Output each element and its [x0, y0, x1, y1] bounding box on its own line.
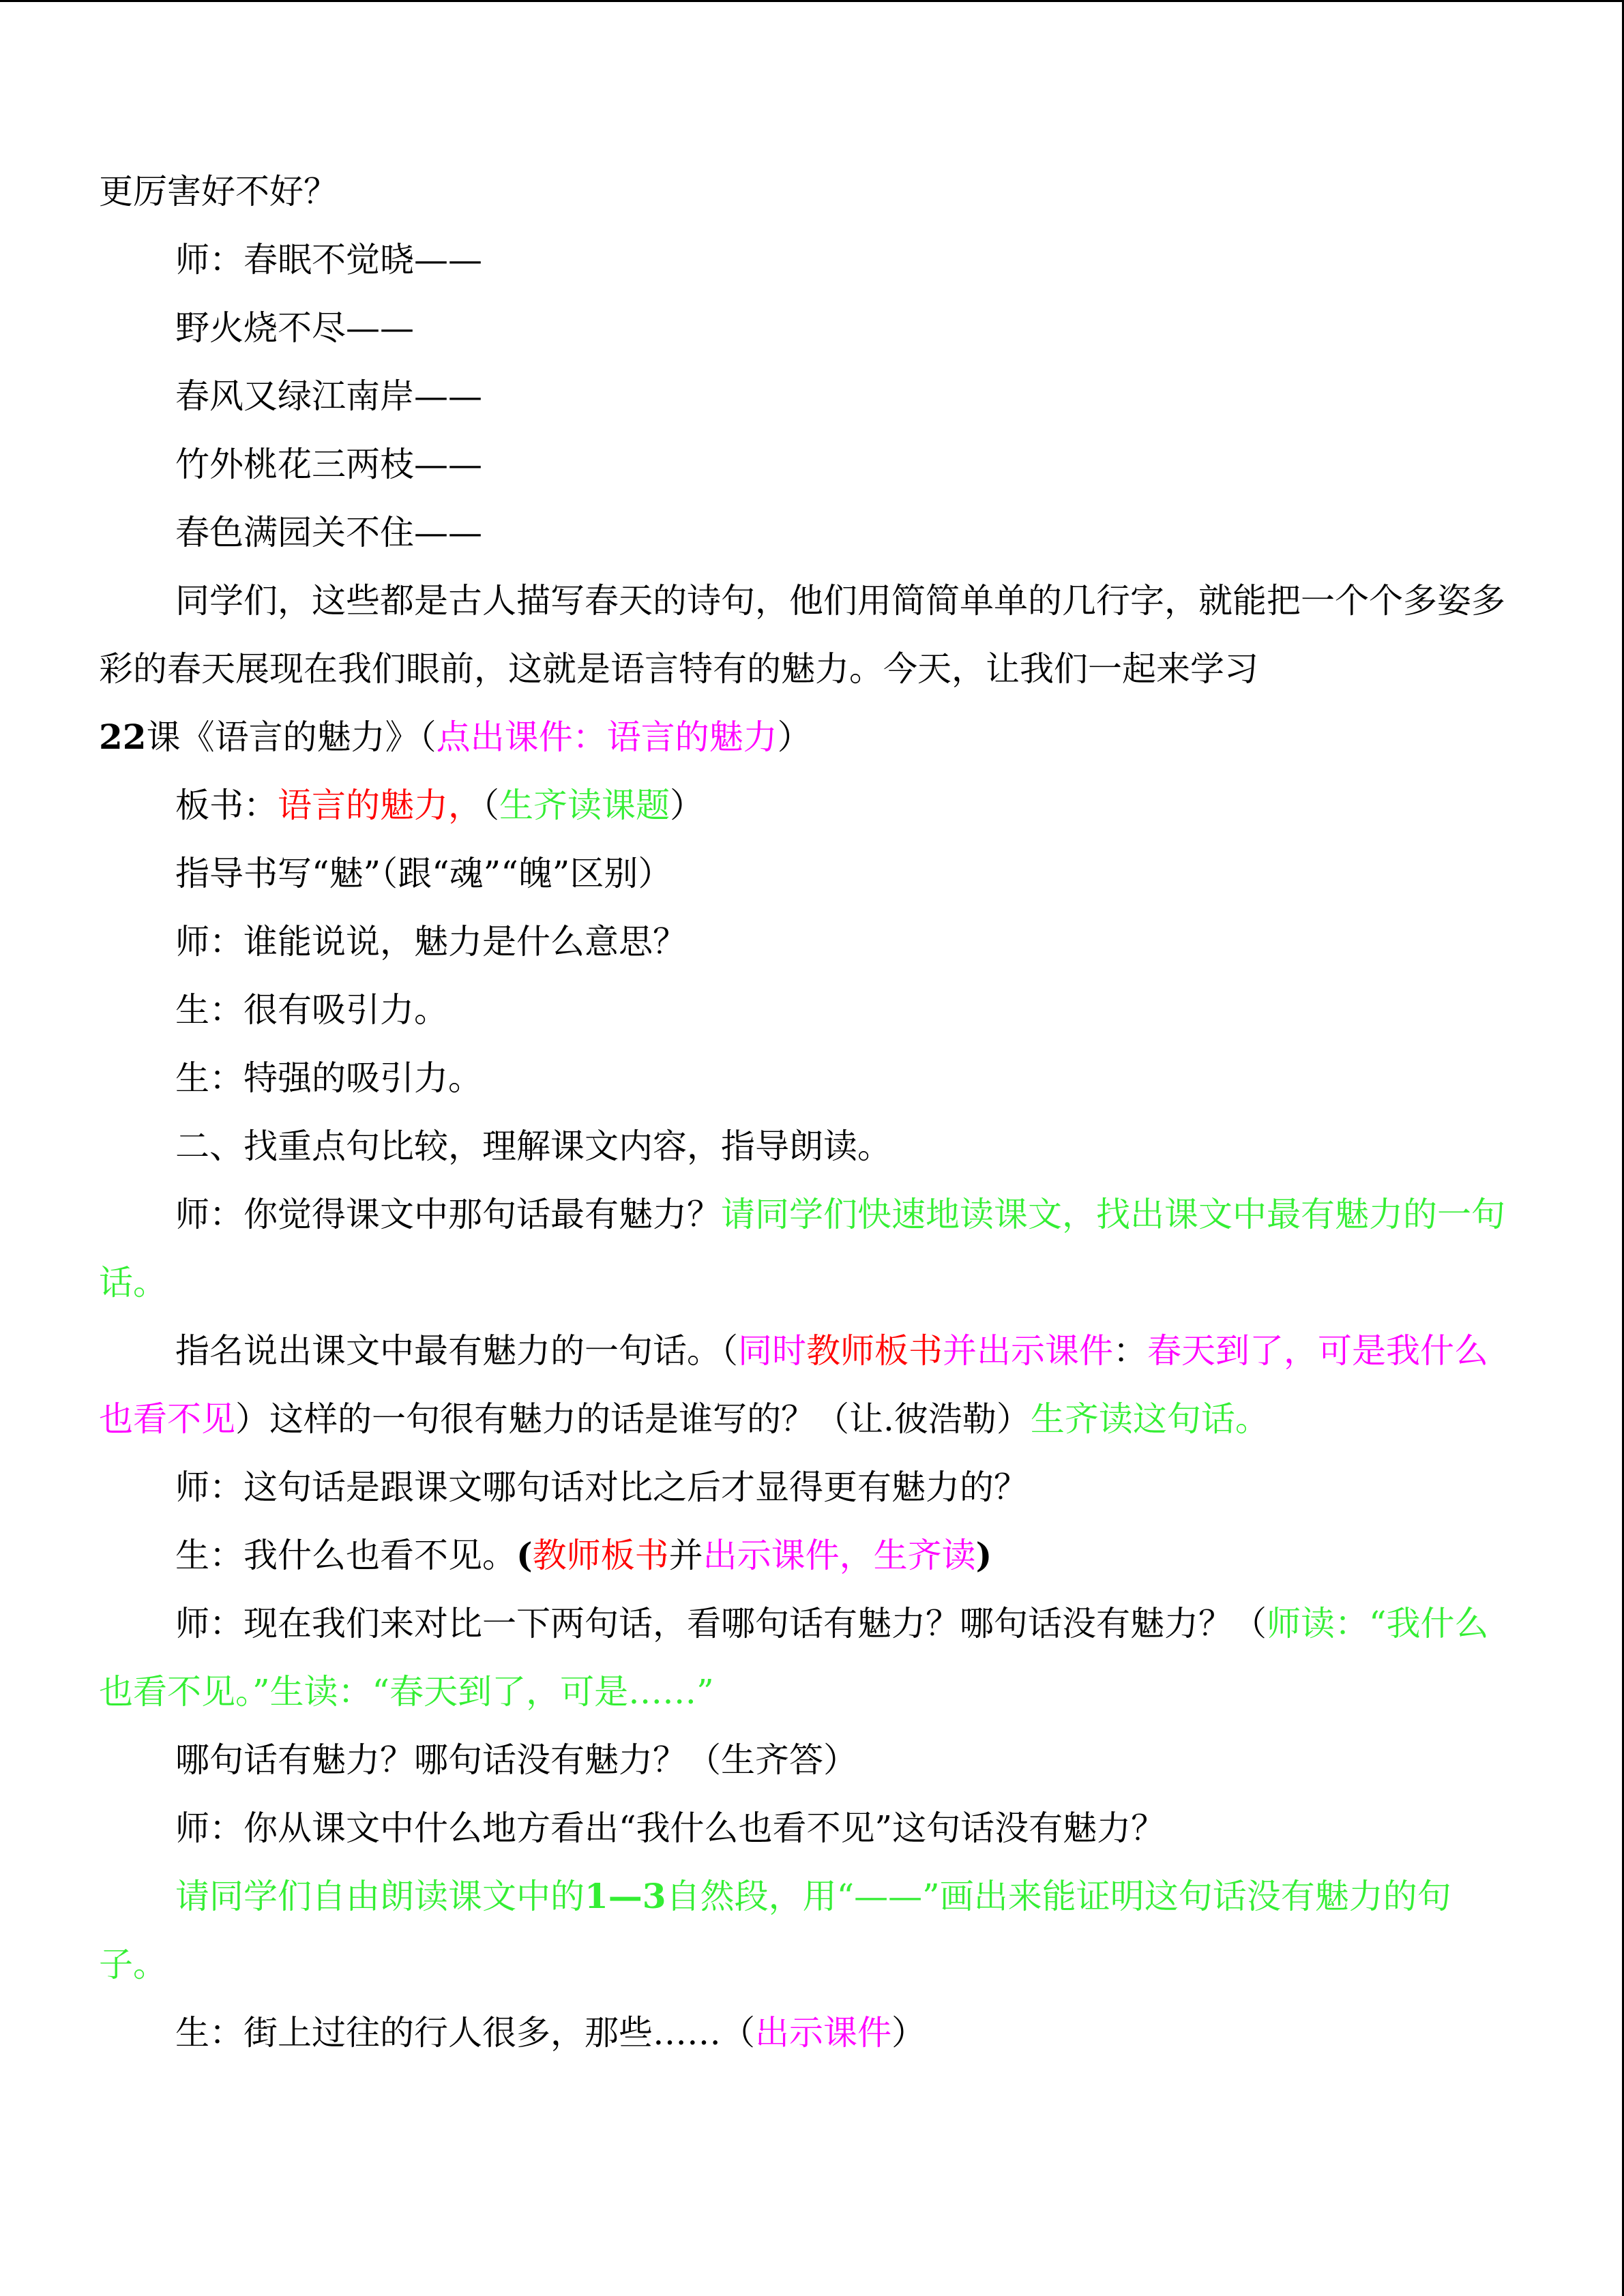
text-span: ）	[777, 717, 812, 757]
instruction-paragraph	[99, 1862, 1514, 1999]
text-line: 师：你从课文中什么地方看出“我什么也看不见”这句话没有魅力？	[175, 1808, 1166, 1848]
blackboard-text: 教师板书	[806, 1331, 943, 1371]
poem-line: 春风又绿江南岸——	[175, 376, 482, 416]
poem-line: 师：春眠不觉晓——	[175, 240, 482, 280]
text-span: ）	[670, 786, 704, 825]
paragraph	[99, 1999, 1514, 2067]
text-line: 师：谁能说说，魅力是什么意思？	[175, 922, 687, 961]
paragraph	[99, 1317, 1514, 1453]
text-line: 指导书写“魅”（跟“魂”“魄”区别）	[175, 854, 673, 893]
courseware-note: 出示课件	[755, 2013, 891, 2053]
quoted-sentence: 春天到了，可是我什么也看不见	[99, 1331, 1488, 1439]
paragraph	[99, 1180, 1514, 1317]
text-span: (	[516, 1535, 533, 1575]
courseware-note: 点出课件：语言的魅力	[436, 717, 778, 757]
teacher-note: 同时	[738, 1331, 806, 1371]
text-span: 自然段，用“——”画出来能证明这句话没有魅力的句子。	[99, 1877, 1451, 1984]
student-note: 生齐读课题	[499, 786, 670, 825]
text-span: 并	[668, 1536, 703, 1575]
reading-note: 师读：“我什么也看不见。”生读：“春天到了，可是……”	[99, 1604, 1489, 1712]
text-span: 生：街上过往的行人很多，那些……（	[175, 2013, 755, 2053]
text-line: 哪句话有魅力？哪句话没有魅力？（生齐答）	[175, 1740, 857, 1780]
text-span: ）	[891, 2013, 926, 2053]
blackboard-text: 语言的魅力，	[278, 786, 482, 825]
lesson-number: 22	[99, 717, 147, 757]
text-line: 师：这句话是跟课文哪句话对比之后才显得更有魅力的？	[175, 1467, 1028, 1507]
text-span: 师：你觉得课文中那句话最有魅力？	[175, 1195, 721, 1234]
poem-line: 春色满园关不住——	[175, 513, 482, 552]
text-line: 生：特强的吸引力。	[175, 1058, 482, 1098]
blackboard-line	[99, 771, 1514, 839]
text-span: ：	[1113, 1331, 1147, 1371]
courseware-note: 出示课件，生齐读	[703, 1536, 976, 1575]
text-span: 课《语言的魅力》（	[146, 717, 437, 757]
text-span: ）这样的一句很有魅力的话是谁写的？（让.彼浩勒）	[235, 1399, 1031, 1439]
courseware-note: 并出示课件	[943, 1331, 1113, 1371]
text-span: 生：我什么也看不见。	[175, 1536, 516, 1575]
poem-line: 野火烧不尽——	[175, 308, 414, 348]
text-span: 1—3	[585, 1876, 666, 1916]
instruction-note: 请同学们快速地读课文，找出课文中最有魅力的一句话。	[99, 1195, 1505, 1302]
poem-line: 竹外桃花三两枝——	[175, 445, 482, 484]
section-heading: 二、找重点句比较，理解课文内容，指导朗读。	[175, 1127, 891, 1166]
text-span: 师：现在我们来对比一下两句话，看哪句话有魅力？哪句话没有魅力？（	[175, 1604, 1267, 1643]
student-note: 生齐读这句话。	[1030, 1399, 1269, 1439]
document-body	[99, 158, 1514, 2067]
text-line: 生：很有吸引力。	[175, 990, 448, 1030]
paragraph: 同学们，这些都是古人描写春天的诗句，他们用简简单单的几行字，就能把一个个多姿多彩的春天展现在我们眼前，这就是语言特有的魅力。今天，让我们一起来学习	[99, 581, 1505, 689]
text-span: （	[482, 786, 499, 825]
text-span: 指名说出课文中最有魅力的一句话。（	[175, 1331, 738, 1371]
paragraph	[99, 1590, 1514, 1726]
text-span: 请同学们自由朗读课文中的	[175, 1877, 585, 1916]
text-span: 板书：	[175, 786, 278, 825]
text-line: 更厉害好不好？	[99, 172, 338, 211]
text-span: )	[975, 1535, 992, 1575]
blackboard-text: 教师板书	[532, 1536, 669, 1575]
paragraph-continued	[99, 703, 1514, 771]
paragraph	[99, 1521, 1514, 1590]
